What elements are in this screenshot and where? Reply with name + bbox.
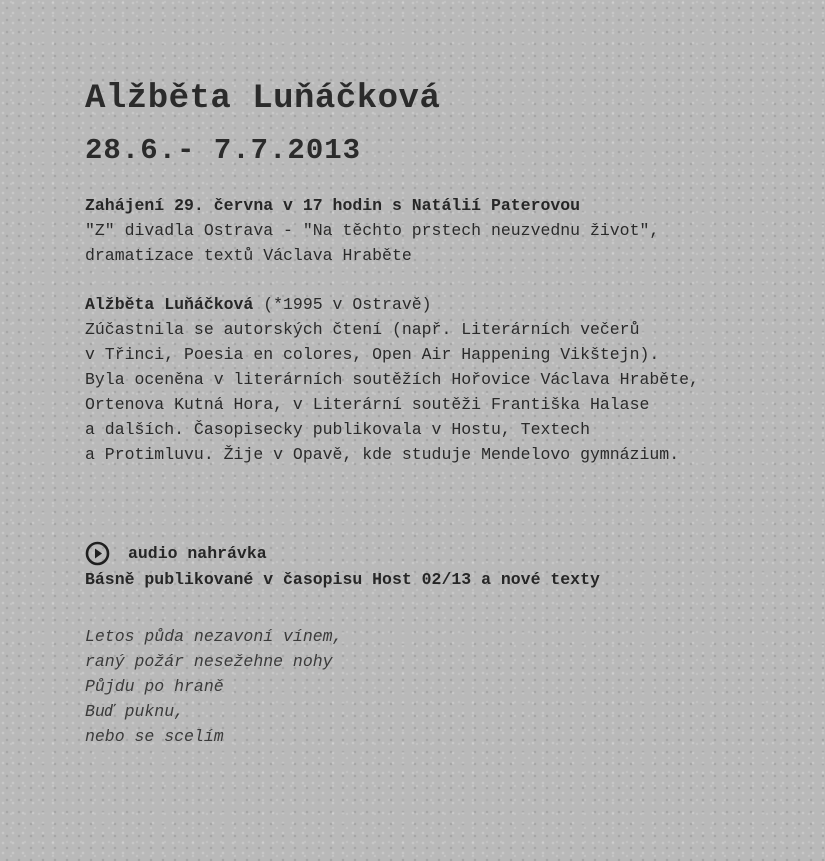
bio-line: a dalších. Časopisecky publikovala v Hostu, Textech	[85, 420, 590, 439]
bio-line: Zúčastnila se autorských čtení (např. Literárních večerů	[85, 320, 640, 339]
audio-recording-link[interactable]	[85, 541, 267, 566]
play-circle-icon[interactable]	[85, 541, 110, 566]
opening-title: Zahájení 29. června v 17 hodin s Natálií Paterovou	[85, 196, 581, 215]
audio-recording-label[interactable]: audio nahrávka	[128, 544, 267, 563]
poem-line: Letos půda nezavoní vínem,	[85, 627, 343, 646]
bio-line: Byla oceněna v literárních soutěžích Hořovice Václava Hraběte,	[85, 370, 699, 389]
bio-line: a Protimluvu. Žije v Opavě, kde studuje Mendelovo gymnázium.	[85, 445, 680, 464]
bio-heading	[85, 292, 699, 317]
exhibition-date-range: 28.6.- 7.7.2013	[85, 134, 362, 167]
opening-info	[85, 193, 659, 268]
poem-line: Buď puknu,	[85, 702, 185, 721]
artist-name-heading: Alžběta Luňáčková	[85, 80, 441, 118]
poem-line: nebo se scelím	[85, 727, 224, 746]
bio-name: Alžběta Luňáčková	[85, 295, 254, 314]
poem-line: raný požár nesežehne nohy	[85, 652, 333, 671]
bio-line: v Třinci, Poesia en colores, Open Air Happening Vikštejn).	[85, 345, 660, 364]
poem-line: Půjdu po hraně	[85, 677, 224, 696]
artist-bio	[85, 292, 699, 467]
poem-excerpt	[85, 624, 342, 749]
bio-line: Ortenova Kutná Hora, v Literární soutěži Františka Halase	[85, 395, 650, 414]
publication-note: Básně publikované v časopisu Host 02/13 a nové texty	[85, 570, 600, 589]
bio-birth: (*1995 v Ostravě)	[253, 295, 432, 314]
opening-line: dramatizace textů Václava Hraběte	[85, 246, 412, 265]
opening-line: "Z" divadla Ostrava - "Na těchto prstech neuzvednu život",	[85, 221, 660, 240]
